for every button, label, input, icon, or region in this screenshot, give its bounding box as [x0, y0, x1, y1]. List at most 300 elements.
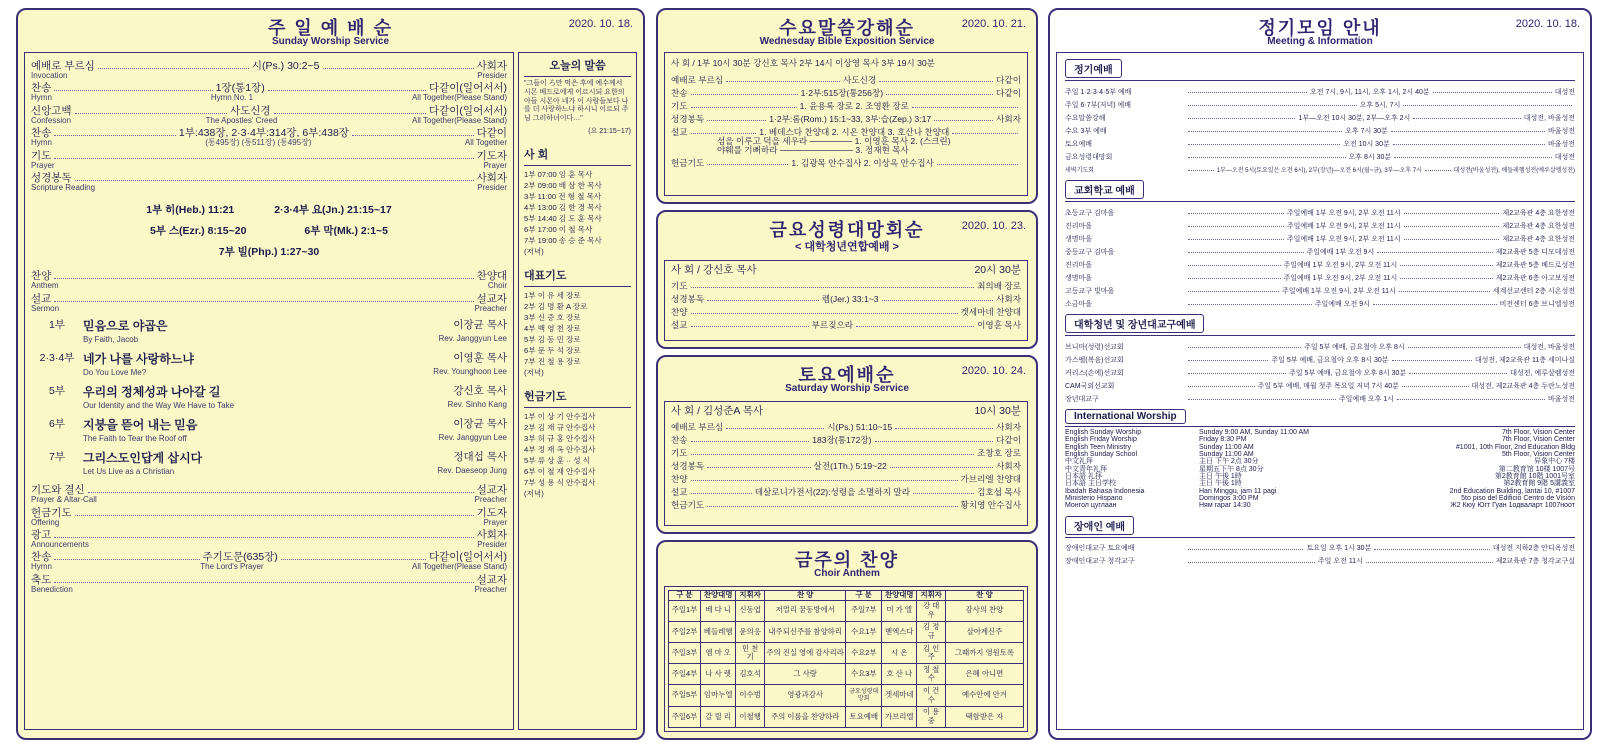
name: 허 규 홍 안수집사: [537, 433, 596, 443]
order-row: [671, 85, 1021, 98]
order-label: 예배로 부르심: [671, 422, 724, 432]
info-row: [1065, 230, 1575, 243]
part: 6부: [524, 466, 536, 476]
info-label: 장애인대교구 청각교구: [1065, 558, 1135, 566]
cell: 영광과감사: [764, 685, 846, 706]
order-right: 겟세마네 찬양대: [960, 307, 1021, 317]
order-right: 사회자: [996, 113, 1021, 124]
order-center-en: (통495장) (통511장) (통495장): [205, 138, 312, 148]
info-center: 오전 7시, 9시, 11시, 오후 1시, 2시 40분: [1310, 88, 1430, 96]
info-label: 진리마을: [1065, 222, 1093, 230]
saturday-header: [658, 357, 1036, 399]
list-item: [524, 301, 631, 312]
meeting-header: [1050, 10, 1590, 52]
info-row: [1065, 436, 1575, 443]
order-label-en: Announcements: [31, 539, 89, 549]
order-right: 조창호 장로: [977, 448, 1021, 458]
list-item: [524, 246, 631, 257]
meeting-section: [1065, 180, 1575, 308]
order-row: [671, 471, 1021, 484]
info-row: [1065, 243, 1575, 256]
scripture-item: 7부 빌(Php.) 1:27~30: [218, 246, 320, 259]
info-label: 수요 3부 예배: [1065, 127, 1107, 135]
meeting-date: 2020. 10. 18.: [1515, 18, 1580, 30]
order-label: 찬양: [671, 307, 688, 317]
order-right-en: All Together: [464, 138, 507, 148]
choir-anthem-panel: [656, 540, 1038, 740]
name: 이 유 세 장로: [537, 290, 581, 300]
cell: 이수범: [736, 685, 764, 706]
order-label: 설교: [671, 320, 688, 330]
meeting-title-en: Meeting & Information: [1267, 36, 1373, 47]
col-header: 찬 양: [764, 591, 846, 601]
sermon-title-en: Let Us Live as a Christian: [83, 467, 175, 477]
order-label-en: Scripture Reading: [31, 182, 96, 192]
presider-time: 7부 19:00: [524, 235, 557, 245]
order-row: [31, 126, 507, 147]
order-center-en: The Lord's Prayer: [200, 562, 264, 572]
order-label: 헌금기도: [671, 158, 705, 169]
section-label: 정기예배: [1065, 59, 1122, 78]
info-row: [1065, 295, 1575, 308]
saturday-time: 10시 30분: [974, 405, 1021, 417]
table-row: [669, 706, 1024, 727]
sermon-item: [31, 350, 507, 378]
cell: 시 온: [881, 642, 917, 663]
order-row: [31, 573, 507, 594]
list-item: [524, 290, 631, 301]
order-label-en: Hymn: [31, 138, 52, 148]
cell: 수요1부: [846, 621, 882, 642]
sunday-header: [18, 10, 643, 52]
meeting-info-panel: [1048, 8, 1592, 740]
order-label-en: Prayer & Altar-Call: [31, 495, 97, 505]
name: 김 재 규 안수집사: [537, 422, 596, 432]
order-row: [671, 317, 1021, 330]
order-label-ko: 신앙고백: [31, 104, 72, 117]
info-right: 바울성전: [1547, 140, 1576, 148]
list-item: [524, 367, 631, 378]
order-row: [671, 458, 1021, 471]
info-label: 브니마(성령)선교회: [1065, 343, 1124, 351]
order-row: [671, 419, 1021, 432]
info-row: [1065, 540, 1575, 553]
order-right: 이영훈 목사: [977, 320, 1021, 330]
sermon-part: 6부: [49, 418, 65, 431]
order-label-ko: 찬양: [31, 270, 52, 283]
presider-name: 임 훈 목사: [558, 169, 593, 179]
name: 성 용 식 안수집사: [537, 477, 596, 487]
order-center: 렘(Jer.) 33:1~3: [821, 294, 879, 304]
order-label-ko: 설교: [31, 292, 52, 305]
section-label: 장애인 예배: [1065, 516, 1134, 535]
part: 2부: [524, 422, 536, 432]
cell: 베들레햄: [700, 621, 736, 642]
sermon-item: [31, 317, 507, 345]
info-row: [1065, 473, 1575, 480]
info-center: Sunday 9:00 AM, Sunday 11:00 AM: [1199, 429, 1310, 436]
wednesday-order-box: [664, 52, 1028, 196]
order-right-en: Preacher: [474, 495, 507, 505]
info-label: Ministerio Hispano: [1065, 495, 1123, 503]
order-label-en: Sermon: [31, 303, 60, 313]
info-label: 금요성령대망회: [1065, 153, 1113, 161]
sermon-title-en: Do You Love Me?: [83, 368, 147, 378]
info-center: 주일예배 1부 오전 9시, 2부 오전 11시: [1283, 261, 1398, 269]
info-label: 장년대교구: [1065, 395, 1099, 403]
cell: 나 사 렛: [700, 664, 736, 685]
info-row: [1065, 256, 1575, 269]
order-label-ko: 성경봉독: [31, 171, 72, 184]
part: 7부: [524, 356, 536, 366]
order-row: [31, 483, 507, 504]
info-center: Domingos 3:00 PM: [1199, 495, 1259, 503]
sermon-speaker-en: Rev. Younghoon Lee: [433, 367, 507, 377]
choir-header: [658, 542, 1036, 584]
name: 정 재 옥 안수집사: [537, 444, 596, 454]
info-right: 7th Floor, Vision Center: [1501, 436, 1575, 444]
info-right: 제2교육관 5층 디모데성전: [1495, 248, 1576, 256]
sermon-list: [31, 317, 507, 477]
info-right: 5to piso del Edificio Centro de Visión: [1461, 495, 1575, 503]
order-label-ko: 예배로 부르심: [31, 59, 95, 72]
order-label-en: Benediction: [31, 584, 73, 594]
order-right-ko: 설교자: [476, 292, 507, 305]
list-item: [524, 466, 631, 477]
order-right-en: Presider: [477, 71, 507, 80]
saturday-head-row: [671, 406, 1021, 417]
list-item: [524, 444, 631, 455]
info-row: [1065, 488, 1575, 495]
presider-time: 5부 14:40: [524, 213, 557, 223]
saturday-order-box: [664, 401, 1028, 526]
info-row: [1065, 480, 1575, 487]
cell: 김호석: [736, 664, 764, 685]
order-row: [31, 528, 507, 549]
sermon-speaker-ko: 강신호 목사: [453, 385, 507, 398]
sermon-title-ko: 우리의 정체성과 나아갈 길: [83, 385, 221, 400]
cell: 이 용 중: [917, 706, 945, 727]
order-right: 김호섭 목사: [977, 487, 1022, 497]
name: 이 상 기 안수집사: [537, 411, 596, 421]
info-center: 오후 7시 30분: [1345, 127, 1388, 135]
wednesday-times: 사 회 / 1부 10시 30분 강신호 목사 2부 14시 이상영 목사 3부 19시 30분: [671, 58, 935, 68]
order-label: 찬송: [671, 435, 688, 445]
cell: 주일4부: [669, 664, 701, 685]
info-row: [1065, 109, 1575, 122]
order-row: [671, 155, 1021, 168]
sermon-item: [31, 383, 507, 411]
order-right: 사회자: [996, 422, 1021, 432]
order-right: 사회자: [996, 294, 1022, 304]
order-label-ko: 헌금기도: [31, 506, 72, 519]
order-label-ko: 축도: [31, 573, 52, 586]
info-right: 대성전: [1554, 153, 1576, 161]
info-right: 第2教育館 10階 1001号室: [1494, 473, 1575, 481]
order-right-ko: 기도자: [476, 506, 507, 519]
name: 김 동 민 장로: [537, 334, 581, 344]
sunday-scripture-block: [31, 202, 507, 259]
list-item: [524, 477, 631, 488]
today-word-text: "그들이 ろ만 먹은 후에 예수께서 시몬 베드로에게 이르시되 요한의 아들 시몬아 네가 이 사람들보다 나를 더 사랑하느냐 하시니 이르되 주님 그러하녀이다…": [524, 80, 629, 122]
info-center: 主日 下午 2点 30分: [1199, 458, 1259, 466]
table-row: [669, 685, 1024, 706]
info-label: 토요예배: [1065, 140, 1093, 148]
order-row: [671, 291, 1021, 304]
cell: 주일5부: [669, 685, 701, 706]
info-center: 주일예배 1부 오전 9시, 2부 오전 11시: [1286, 222, 1401, 230]
info-right: 대성전, 바울성전: [1523, 343, 1575, 351]
order-row: [31, 269, 507, 290]
cell: 내주되신주를 참양하리: [764, 621, 846, 642]
info-row: [1065, 495, 1575, 502]
cell: 주일6부: [669, 706, 701, 727]
part: 5부: [524, 455, 536, 465]
order-row: [671, 278, 1021, 291]
order-label: 설교: [671, 126, 688, 137]
info-label: 진리마을: [1065, 261, 1093, 269]
info-label: 中文青年礼拜: [1065, 465, 1107, 473]
cell: 주일7부: [846, 600, 882, 621]
info-label: 中文礼拜: [1065, 458, 1093, 466]
list-item: [524, 312, 631, 323]
info-right: Ж2 Кюу Югт Гуан 1одваларт 1007ноот: [1450, 502, 1575, 510]
order-right-ko: 사회자: [476, 171, 507, 184]
list-item: [524, 422, 631, 433]
name: 신 증 호 장로: [537, 312, 581, 322]
today-word-ref: (요 21:15~17): [588, 127, 631, 135]
order-label-ko: 기도와 결신: [31, 484, 85, 497]
meeting-section: [1065, 409, 1575, 510]
order-row: [671, 111, 1021, 124]
info-label: 日本語 主日学校: [1065, 480, 1116, 488]
col-header: 지휘자: [736, 591, 764, 601]
cell: 임마누엘: [700, 685, 736, 706]
sermon-part: 5부: [49, 385, 65, 398]
info-row: [1065, 429, 1575, 436]
order-label-en: Confession: [31, 115, 72, 125]
info-row: [1065, 338, 1575, 351]
name: 이 철 재 안수집사: [537, 466, 596, 476]
order-center: 섬을 이루고 덕을 세우라 ─────── 1. 이영훈 목사 2. (스크린): [717, 136, 951, 146]
info-center: 주일 5부 예배, 금요철야 오후 8시 30분: [1271, 356, 1389, 364]
order-right: 가브리엘 찬양대: [960, 474, 1021, 484]
info-row: [1065, 282, 1575, 295]
order-right-ko: 기도자: [476, 149, 507, 162]
cell: 엠 마 오: [700, 642, 736, 663]
order-center: 살전(1Th.) 5:19~22: [813, 461, 887, 471]
order-label: 찬송: [671, 87, 688, 98]
list-item: [524, 235, 631, 246]
info-label: 日本語 礼拝: [1065, 473, 1102, 481]
wednesday-title-ko: 수요말씀강해순: [779, 18, 915, 38]
rep-prayer-label: 대표기도: [524, 269, 567, 282]
presider-time: 4부 13:00: [524, 202, 557, 212]
info-row: [1065, 364, 1575, 377]
sermon-item: [31, 449, 507, 477]
order-right-ko: 다같이(일어서서): [429, 551, 507, 564]
order-row: [671, 98, 1021, 111]
info-center: 주일 5부 예배, 금요철야 오후 8시: [1304, 343, 1405, 351]
info-center: 주일예배 1부 오전 9시, 2부 오전 11시: [1283, 274, 1398, 282]
info-row: [1065, 217, 1575, 230]
order-right-ko: 다같이(일어서서): [429, 82, 507, 95]
list-item: [524, 224, 631, 235]
sermon-item: [31, 416, 507, 444]
part: 7부: [524, 477, 536, 487]
presider-time: 2부 09:00: [524, 180, 557, 190]
info-right: 대성전, 예루살렘성전: [1510, 369, 1575, 377]
order-label-ko: 기도: [31, 149, 52, 162]
order-right: 다같이: [996, 74, 1022, 85]
col-header: 찬양대명: [700, 591, 736, 601]
presider-name: 송 승 준 목사: [558, 235, 602, 245]
sermon-speaker-ko: 이장균 목사: [453, 319, 507, 332]
info-right: 대성전(바울성전), 베들레헴성전(예루살렘성전): [1453, 167, 1575, 174]
info-label: 고등교구 빛마을: [1065, 287, 1115, 295]
friday-header: [658, 212, 1036, 254]
cell: 예수안에 안겨: [945, 685, 1023, 706]
sunday-order-list: [31, 59, 507, 192]
order-center: 부르짖으라: [811, 320, 854, 330]
order-label: 성경봉독: [671, 461, 705, 471]
presider-time: 3부 11:00: [524, 191, 557, 201]
info-label: 소금마을: [1065, 300, 1093, 308]
info-right: 대성전: [1554, 88, 1575, 96]
list-item: [524, 169, 631, 180]
order-row: [31, 292, 507, 313]
order-row: [671, 445, 1021, 458]
part: (저녁): [524, 488, 544, 498]
wednesday-date: 2020. 10. 21.: [961, 18, 1026, 30]
order-right-en: All Together(Please Stand): [411, 93, 507, 103]
presider-time: (저녁): [524, 246, 544, 256]
order-center: 시(Ps.) 30:2~5: [251, 59, 320, 72]
info-right: 비전센터 6층 브니엘성전: [1499, 300, 1575, 308]
order-row: [671, 484, 1021, 497]
friday-head-row: [671, 265, 1021, 276]
order-label: 찬양: [671, 474, 688, 484]
info-center: 星期五下午 8点 30分: [1199, 465, 1264, 473]
sermon-speaker-en: Rev. Daeseop Jung: [437, 466, 507, 476]
order-center: 야훼를 기뻐하라 ──────────── 3. 정재현 목사: [717, 145, 909, 156]
order-right: 최의배 장로: [977, 281, 1021, 291]
info-row: [1065, 148, 1575, 161]
order-row: [31, 550, 507, 571]
info-center: 주일 오전 11시: [1317, 558, 1363, 566]
sermon-part: 7부: [49, 451, 65, 464]
presider-name: 김 도 훈 목사: [558, 213, 602, 223]
presider-label: 사 회: [524, 148, 549, 161]
info-right: 第二教育馆 10楼 1007号: [1498, 465, 1575, 473]
order-right-en: Presider: [477, 539, 507, 549]
list-item: [524, 356, 631, 367]
info-center: 主日 午後 1時: [1199, 480, 1242, 488]
cell: 윤의응: [736, 621, 764, 642]
info-label: 생명마을: [1065, 235, 1093, 243]
info-label: 수요말씀강해: [1065, 114, 1106, 122]
info-right: 7th Floor, Vision Center: [1501, 429, 1575, 436]
sermon-title-ko: 그리스도인답게 삽시다: [83, 451, 203, 466]
meeting-body-box: [1056, 52, 1584, 730]
scripture-item: 6부 막(Mk.) 2:1~5: [304, 225, 389, 238]
order-label: 기도: [671, 281, 688, 291]
part: 1부: [524, 411, 536, 421]
info-center: 1부—오전 5시(토요일은 오전 6시), 2부(장년)—오전 6시(월~금), 3부—오후 7시: [1216, 167, 1422, 174]
meeting-section: [1065, 516, 1575, 566]
order-label-en: Offering: [31, 517, 60, 527]
sunday-side-box: [518, 52, 637, 730]
info-right: 대성전, 바울성전: [1523, 114, 1576, 122]
order-label-ko: 찬송: [31, 82, 52, 95]
order-center: 1. 김광목 안수집사 2. 이상옥 안수집사: [791, 158, 934, 169]
sunday-worship-panel: [16, 8, 645, 740]
cell: 저멀리 꿈동방에서: [764, 600, 846, 621]
section-label: International Worship: [1065, 409, 1186, 424]
info-row: [1065, 351, 1575, 364]
order-right: 다같이: [996, 87, 1021, 98]
cell: 민 천 기: [736, 642, 764, 663]
friday-service-panel: [656, 210, 1038, 349]
order-right-en: All Together(Please Stand): [411, 115, 508, 125]
order-center: 데살로니가전서(22):성령을 소멸하지 말라: [754, 487, 910, 497]
sunday-date: 2020. 10. 18.: [568, 18, 633, 30]
sermon-title-en: Our Identity and the Way We Have to Take: [83, 401, 235, 411]
choir-title-ko: 금주의 찬양: [795, 550, 899, 570]
info-center: Ням гараг 14:30: [1199, 502, 1251, 510]
info-right: 세계선교센터 2층 시온성전: [1492, 287, 1576, 295]
cell: 베 다 니: [700, 600, 736, 621]
name: 김 명 환 A 장로: [537, 301, 588, 311]
order-row: [671, 146, 1021, 155]
info-row: [1065, 96, 1575, 109]
order-label: 성경봉독: [671, 113, 705, 124]
info-center: Hari Minggu, jam 11 pagi: [1199, 487, 1277, 495]
sermon-speaker-ko: 정대섭 목사: [453, 451, 507, 464]
order-right-ko: 설교자: [476, 573, 507, 586]
info-center: 주일예배 오후 1시: [1338, 395, 1395, 403]
info-row: [1065, 83, 1575, 96]
saturday-service-panel: [656, 355, 1038, 534]
info-row: [1065, 466, 1575, 473]
table-row: [669, 642, 1024, 663]
info-label: Ibadah Bahasa Indonesia: [1065, 487, 1145, 495]
part: 1부: [524, 290, 536, 300]
order-label: 헌금기도: [671, 500, 705, 510]
presider-time: 6부 17:00: [524, 224, 557, 234]
order-center: 사도신경: [230, 104, 271, 117]
choir-table: [668, 590, 1024, 728]
info-center: 토요일 오후 1시 30분: [1306, 545, 1372, 553]
info-right: 대성전, 제2교육관 11층 세미나실: [1474, 356, 1575, 364]
sermon-title-en: The Faith to Tear the Roof off: [83, 434, 187, 444]
saturday-title-en: Saturday Worship Service: [785, 383, 909, 394]
info-center: 주일예배 1부 오전 9시: [1306, 248, 1375, 256]
presider-name: 배 삼 한 목사: [558, 180, 602, 190]
order-right: 사회자: [996, 461, 1021, 471]
order-center: 1장(통1장): [215, 82, 265, 95]
info-label: 초등교구 김마을: [1065, 209, 1115, 217]
info-row: [1065, 269, 1575, 282]
order-row: [671, 72, 1021, 85]
cell: 토요예배: [846, 706, 882, 727]
order-center: 1·2부:롬(Rom.) 15:1~33, 3부:습(Zep.) 3:17: [769, 113, 932, 124]
friday-presider: 사 회 / 강신호 목사: [671, 264, 757, 276]
friday-subtitle: < 대학청년연합예배 >: [795, 241, 899, 253]
info-row: [1065, 377, 1575, 390]
col-header: 구 분: [669, 591, 701, 601]
friday-order-box: [664, 260, 1028, 341]
